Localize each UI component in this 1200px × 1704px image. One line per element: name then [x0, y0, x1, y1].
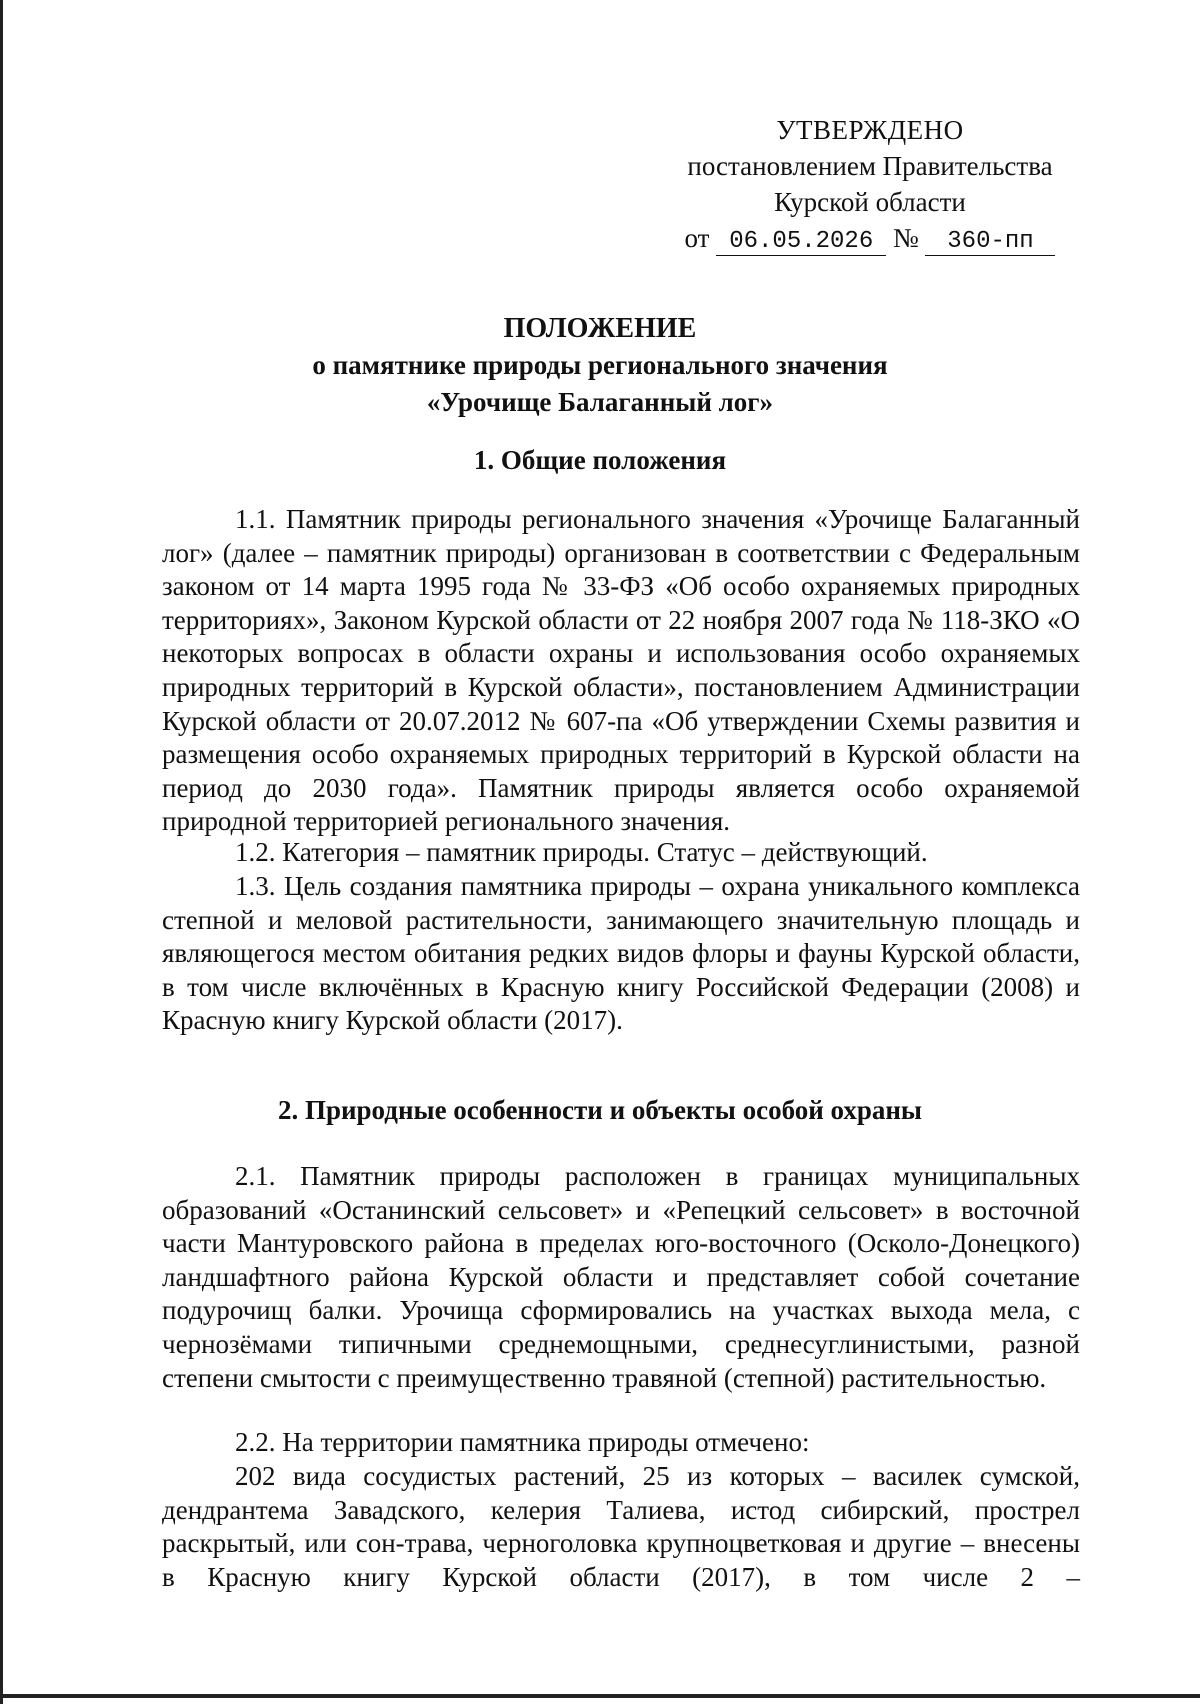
approved-by-line: постановлением Правительства — [687, 151, 1053, 181]
number-prefix: № — [892, 223, 919, 253]
document-heading — [0, 310, 1200, 421]
paragraph-2-2-a: 202 вида сосудистых растений, 25 из которых – василек сумской, дендрантема Завадского, келерия Талиева, истод сибирский, прострел раскрытый, или сон-трава, черноголовка крупноцветковая и другие – внесены в Красную книгу Курской области (2017), в том числе 2 – — [162, 1461, 1080, 1592]
approval-date-line — [660, 220, 1080, 256]
paragraph-1-2: 1.2. Категория – памятник природы. Статус – действующий. — [235, 837, 928, 867]
approved-region: Курской области — [774, 187, 966, 217]
approval-date: 06.05.2026 — [716, 229, 886, 256]
scan-left-edge — [0, 0, 3, 1704]
date-prefix: от — [684, 223, 710, 253]
section-1-title: 1. Общие положения — [473, 445, 727, 475]
paragraph-2-2: 2.2. На территории памятника природы отмечено: — [235, 1427, 810, 1457]
paragraph-1-1: 1.1. Памятник природы регионального значения «Урочище Балаганный лог» (далее – памятник природы) организован в соответствии с Федеральным законом от 14 марта 1995 года № 33-ФЗ «Об особо охраняемых природных территориях», Законом Курской области от 22 ноября 2007 года № 118-ЗКО «О некоторых вопросах в области охраны и использования особо охраняемых природных территорий в Курской области», постановлением Администрации Курской области от 20.07.2012 № 607-па «Об утверждении Схемы развития и размещения особо охраняемых природных территорий в Курской области на период до 2030 года». Памятник природы является особо охраняемой природной территорией регионального значения. — [162, 504, 1080, 837]
scan-bottom-rule — [0, 1694, 1200, 1698]
document-subtitle-line1: о памятнике природы регионального значения — [312, 350, 888, 380]
paragraph-1-3: 1.3. Цель создания памятника природы – охрана уникального комплекса степной и меловой растительности, занимающего значительную площадь и являющегося местом обитания редких видов флоры и фауны Курской области, в том числе включённых в Красную книгу Российской Федерации (2008) и Красную книгу Курской области (2017). — [162, 871, 1080, 1036]
approved-label: УТВЕРЖДЕНО — [776, 115, 964, 145]
paragraph-2-1: 2.1. Памятник природы расположен в границах муниципальных образований «Останинский сельсовет» и «Репецкий сельсовет» в восточной части Мантуровского района в пределах юго-восточного (Осколо-Донецкого) ландшафтного района Курской области и представляет собой сочетание подурочищ балки. Урочища сформировались на участках выхода мела, с чернозёмами типичными среднемощными, среднесуглинистыми, разной степени смытости с преимущественно травяной (степной) растительностью. — [162, 1161, 1080, 1393]
document-title: ПОЛОЖЕНИЕ — [503, 313, 697, 344]
approval-block — [660, 112, 1080, 256]
document-subtitle-line2: «Урочище Балаганный лог» — [426, 387, 774, 417]
approval-number: 360-пп — [925, 229, 1055, 256]
section-2-title: 2. Природные особенности и объекты особой охраны — [277, 1095, 923, 1125]
